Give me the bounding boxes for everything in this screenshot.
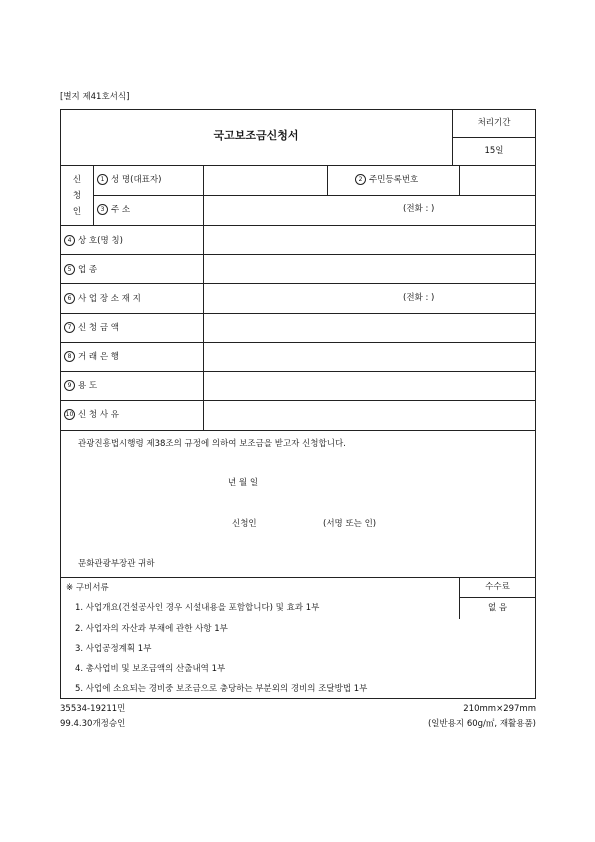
signer-label: 신청인 — [232, 519, 257, 529]
requested-amount-label: 7 신 청 금 액 — [64, 322, 119, 334]
fee-value: 없 음 — [487, 603, 508, 613]
usage-field[interactable] — [204, 372, 535, 399]
processing-period-value: 15일 — [484, 146, 504, 156]
footer-paper: (일반용지 60g/㎡, 재활용품) — [427, 719, 536, 729]
form-id: [별지 제41호서식] — [60, 92, 130, 102]
address-field[interactable] — [204, 196, 535, 224]
signature-note: (서명 또는 인) — [323, 519, 377, 529]
id-number-label: 2 주민등록번호 — [355, 174, 418, 186]
fee-label: 수수료 — [485, 582, 510, 592]
business-location-label: 6 사 업 장 소 재 지 — [64, 293, 141, 305]
footer-size: 210mm×297mm — [463, 704, 536, 714]
circled-number: 3 — [97, 204, 108, 215]
circled-number: 6 — [64, 293, 75, 304]
industry-field[interactable] — [204, 255, 535, 282]
applicant-label-2: 청 — [72, 191, 82, 201]
form-title: 국고보조금신청서 — [213, 129, 299, 142]
name-field[interactable] — [204, 166, 326, 194]
reason-label: 10 신 청 사 유 — [65, 410, 119, 420]
bank-label: 8 거 래 은 행 — [64, 351, 119, 363]
usage-label: 9 용 도 — [64, 380, 97, 392]
business-name-field[interactable] — [204, 226, 535, 253]
address-phone: (전화 : ) — [403, 204, 435, 214]
industry-label: 5 업 종 — [64, 264, 97, 276]
documents-header: ※ 구비서류 — [66, 583, 109, 593]
circled-number: 2 — [355, 174, 366, 185]
processing-period-label: 처리기간 — [477, 118, 511, 128]
reason-field[interactable] — [204, 401, 535, 429]
circled-number: 10 — [65, 411, 74, 418]
document-item: 1. 사업개요(건설공사인 경우 시설내용을 포함합니다) 및 효과 1부 — [75, 603, 320, 613]
requested-amount-field[interactable] — [204, 314, 535, 341]
circled-number: 5 — [64, 264, 75, 275]
business-name-label: 4 상 호(명 칭) — [64, 235, 123, 247]
document-item: 2. 사업자의 자산과 부채에 관한 사항 1부 — [75, 624, 228, 634]
document-item: 4. 총사업비 및 보조금액의 산출내역 1부 — [75, 664, 226, 674]
applicant-label-1: 신 — [72, 175, 82, 185]
name-label: 1 성 명(대표자) — [97, 174, 161, 186]
document-item: 5. 사업에 소요되는 경비중 보조금으로 충당하는 부분외의 경비의 조달방법 1부 — [75, 684, 368, 694]
business-location-field[interactable] — [204, 284, 535, 312]
applicant-label-3: 인 — [72, 207, 82, 217]
circled-number: 9 — [64, 380, 75, 391]
address-label: 3 주 소 — [97, 204, 130, 216]
circled-number: 4 — [64, 235, 75, 246]
footer-code: 35534-19211민 — [60, 704, 126, 714]
date-line: 년 월 일 — [228, 478, 259, 488]
recipient: 문화관광부장관 귀하 — [78, 559, 155, 569]
footer-approval: 99.4.30개정승인 — [60, 719, 126, 729]
statement-text: 관광진흥법시행령 제38조의 규정에 의하여 보조금을 받고자 신청합니다. — [78, 439, 346, 449]
location-phone: (전화 : ) — [403, 293, 435, 303]
id-number-field[interactable] — [460, 166, 535, 194]
circled-number: 7 — [64, 322, 75, 333]
circled-number: 8 — [64, 351, 75, 362]
document-item: 3. 사업공정계획 1부 — [75, 644, 152, 654]
bank-field[interactable] — [204, 343, 535, 370]
circled-number: 1 — [97, 174, 108, 185]
